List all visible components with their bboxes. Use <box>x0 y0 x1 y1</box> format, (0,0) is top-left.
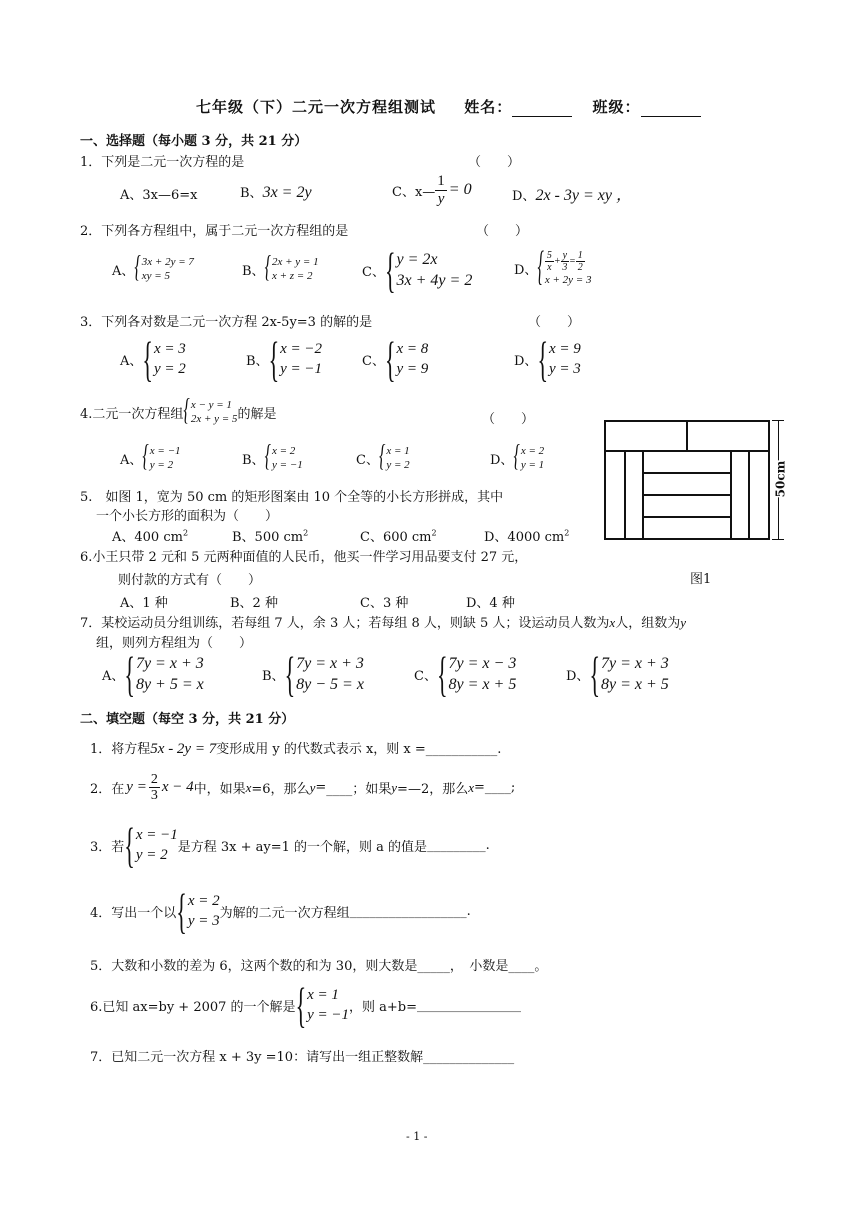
page-title <box>196 96 701 117</box>
q7-option-d: D、 { 7y = x + 3 8y = x + 5 <box>566 646 669 702</box>
figure-dimension-label: 50cm <box>773 460 788 498</box>
q5-option-b: B、500 $cm^2$ <box>232 528 309 545</box>
figure-caption: 图1 <box>690 572 712 587</box>
q7-option-b: B、 { 7y = x + 3 8y − 5 = x <box>262 646 364 702</box>
q7-line2: 组，则列方程组为（ ） <box>96 636 253 651</box>
name-label: 姓名： <box>464 98 513 116</box>
q4-option-b: B、 { x = 2 y = −1 <box>242 441 303 474</box>
q2-option-a: A、 { 3x + 2y = 7 xy = 5 <box>112 252 194 285</box>
section1-title: 一、选择题（每小题 3 分，共 21 分） <box>80 134 308 149</box>
q4-option-c: C、 { x = 1 y = 2 <box>356 441 410 474</box>
q4-paren: （ ） <box>482 412 535 427</box>
q6-line2: 则付款的方式有（ ） <box>118 573 262 588</box>
q3-option-b: B、 { x = −2 y = −1 <box>246 330 323 386</box>
figure-1 <box>604 420 770 540</box>
q1-stem: 1．下列是二元一次方程的是 <box>80 155 245 170</box>
q7-option-a: A、 { 7y = x + 3 8y + 5 = x <box>102 646 204 702</box>
q2-option-b: B、 { 2x + y = 1 x + z = 2 <box>242 252 319 285</box>
q3-stem: 3．下列各对数是二元一次方程 2x-5y=3 的解的是 <box>80 315 373 330</box>
section2-title: 二、填空题（每空 3 分，共 21 分） <box>80 712 295 727</box>
q2-stem: 2．下列各方程组中，属于二元一次方程组的是 <box>80 224 349 239</box>
q4-option-d: D、 { x = 2 y = 1 <box>490 441 545 474</box>
title-text: 七年级（下）二元一次方程组测试 <box>196 98 437 116</box>
q3-paren: （ ） <box>528 315 581 330</box>
s2-q4: 4．写出一个以 { x = 2 y = 3 为解的二元一次方程组 __________________. <box>90 882 471 938</box>
figure-dimension-tick-bottom <box>772 539 784 540</box>
q2-option-c: C、 { y = 2x 3x + 4y = 2 <box>362 242 473 298</box>
q2-paren: （ ） <box>476 224 529 239</box>
s2-q1: 1．将方程5x - 2y = 7变形成用 y 的代数式表示 x，则 x =___________. <box>90 741 502 757</box>
q4-option-a: A、 { x = −1 y = 2 <box>120 441 181 474</box>
q6-option-d: D、4 种 <box>466 596 515 611</box>
figure-dimension-tick-top <box>772 420 784 421</box>
class-label: 班级： <box>592 98 641 116</box>
q1-option-b: B、3x = 2y <box>240 184 312 201</box>
s2-q6: 6.已知 ax=by + 2007 的一个解是 { x = 1 y = −1 ，则 a+b= ________________ <box>90 976 522 1032</box>
s2-q3: 3．若 { x = −1 y = 2 是方程 3x + ay=1 的一个解，则 a 的值是 _________. <box>90 816 490 872</box>
q7-option-c: C、 { 7y = x − 3 8y = x + 5 <box>414 646 517 702</box>
q1-option-a: A、3x—6=x <box>120 188 198 203</box>
q6-line1: 6.小王只带 2 元和 5 元两种面值的人民币，他买一件学习用品要支付 27 元， <box>80 550 528 565</box>
q3-option-a: A、 { x = 3 y = 2 <box>120 330 186 386</box>
s2-q5: 5．大数和小数的差为 6，这两个数的和为 30，则大数是_____， 小数是____。 <box>90 959 548 974</box>
s2-q2: 2．在 y = $\frac{2}{3}$ x − 4 中，如果 x =6，那么 y = ____；如果 y =—2，那么 x = ____; <box>90 772 516 804</box>
q6-option-b: B、2 种 <box>230 596 278 611</box>
q7-line1: 7．某校运动员分组训练，若每组 7 人，余 3 人；若每组 8 人，则缺 5 人；设运动员人数为x人，组数为y <box>80 615 686 631</box>
q3-option-d: D、 { x = 9 y = 3 <box>514 330 581 386</box>
name-blank <box>512 98 572 117</box>
q3-option-c: C、 { x = 8 y = 9 <box>362 330 429 386</box>
class-blank <box>641 98 701 117</box>
q4-stem: 4.二元一次方程组 { x − y = 1 2x + y = 5 的解是 <box>80 395 277 428</box>
q1-option-d: D、2x - 3y = xy ， <box>512 187 632 204</box>
q5-line2: 一个小长方形的面积为（ ） <box>96 509 279 524</box>
q5-option-c: C、600 $cm^2$ <box>360 528 437 545</box>
q5-line1: 5. 如图 1，宽为 50 cm 的矩形图案由 10 个全等的小长方形拼成，其中 <box>80 490 504 505</box>
q1-option-c: C、x— $\frac{1}{y}$ = 0 <box>392 173 472 207</box>
q5-option-d: D、4000 $cm^2$ <box>484 528 570 545</box>
page-number: - 1 - <box>406 1130 428 1143</box>
q6-option-c: C、3 种 <box>360 596 409 611</box>
q5-option-a: A、400 $cm^2$ <box>112 528 189 545</box>
q6-option-a: A、1 种 <box>120 596 168 611</box>
q1-paren: （ ） <box>468 155 521 170</box>
s2-q7: 7．已知二元一次方程 x + 3y =10：请写出一组正整数解______________ <box>90 1050 515 1065</box>
q2-option-d: D、 { $\frac{5}{x}$ + $\frac{y}{3}$ = $\frac{1}{2}$ x + 2y = 3 <box>514 245 592 290</box>
